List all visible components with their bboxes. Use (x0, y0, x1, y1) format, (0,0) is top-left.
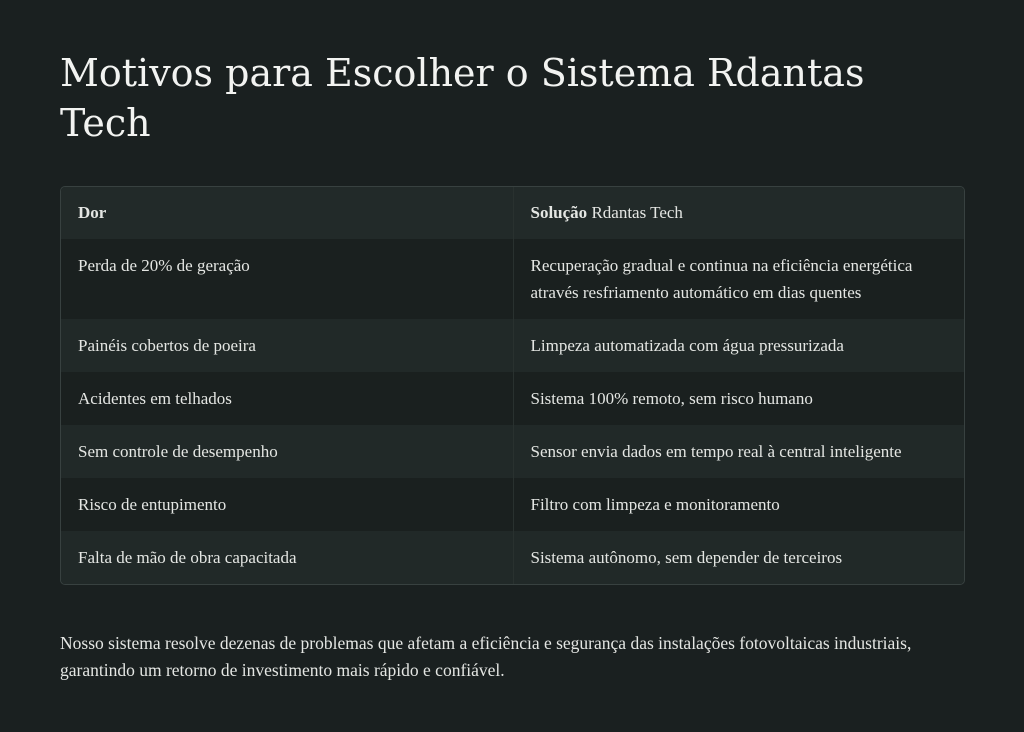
table-row (61, 478, 964, 531)
cell-dor: Perda de 20% de geração (78, 256, 250, 275)
header-solucao (513, 187, 964, 239)
cell-solucao: Limpeza automatizada com água pressurizada (513, 319, 964, 372)
table-row (61, 531, 964, 584)
table-row (61, 372, 964, 425)
cell-dor: Risco de entupimento (78, 495, 227, 514)
cell-dor: Falta de mão de obra capacitada (78, 548, 297, 567)
table-header (61, 187, 964, 239)
cell-solucao: Sistema 100% remoto, sem risco humano (513, 372, 964, 425)
summary-paragraph: Nosso sistema resolve dezenas de problemas que afetam a eficiência e segurança das instalações fotovoltaicas industriais, garantindo um retorno de investimento mais rápido e confiável. (60, 633, 912, 680)
table-row (61, 425, 964, 478)
header-dor-label: Dor (78, 203, 107, 222)
table-body (61, 239, 964, 584)
cell-solucao: Recuperação gradual e continua na eficiência energética através resfriamento automático em dias quentes (513, 239, 964, 319)
page-title: Motivos para Escolher o Sistema Rdantas Tech (60, 51, 865, 145)
table-row (61, 319, 964, 372)
header-dor (61, 187, 513, 239)
table-row (61, 239, 964, 319)
pain-solution-table (61, 187, 964, 584)
cell-dor: Acidentes em telhados (78, 389, 232, 408)
cell-dor: Painéis cobertos de poeira (78, 336, 256, 355)
header-solucao-bold: Solução (530, 203, 588, 222)
header-solucao-rest: Rdantas Tech (587, 203, 683, 222)
table-header-row (61, 187, 964, 239)
cell-solucao: Sistema autônomo, sem depender de terceiros (513, 531, 964, 584)
page-content (60, 48, 965, 680)
cell-solucao: Filtro com limpeza e monitoramento (513, 478, 964, 531)
cell-solucao: Sensor envia dados em tempo real à central inteligente (513, 425, 964, 478)
cell-dor: Sem controle de desempenho (78, 442, 278, 461)
comparison-table (60, 186, 965, 585)
